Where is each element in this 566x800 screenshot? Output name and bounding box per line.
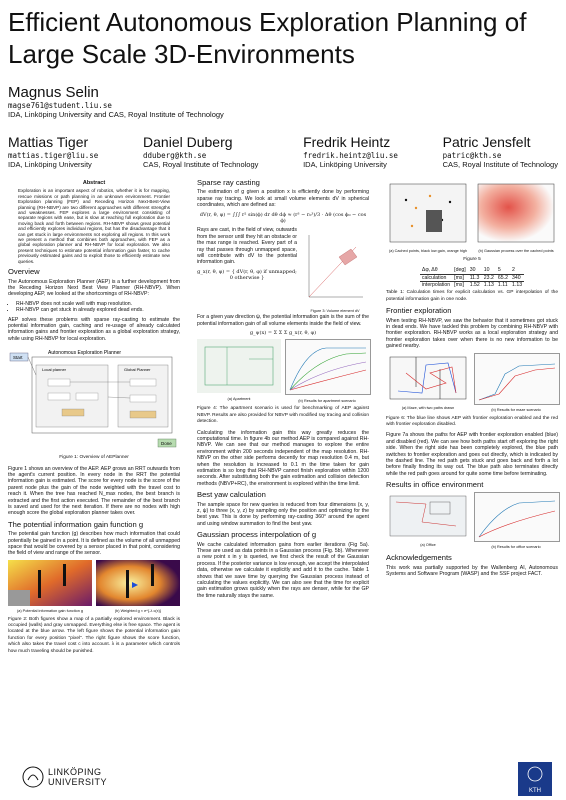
maze-results-plot [474, 353, 560, 405]
main-author-name: Magnus Selin [8, 84, 99, 101]
liu-logo [22, 766, 107, 788]
ack-heading: Acknowledgements [386, 553, 452, 563]
figure-4a [197, 339, 281, 404]
equation-gain: g_x(r, θ, φ) = { dV(r, θ, φ) if unmapped; 0 otherwise } [197, 268, 297, 282]
office-results-plot [474, 492, 560, 542]
author-name: Fredrik Heintz [303, 134, 391, 150]
cached-points-map [386, 180, 470, 246]
list-item: • RH-NBVP can get stuck in already explored dead ends. [16, 307, 180, 313]
gain-heading: The potential information gain function g [8, 519, 144, 529]
author-affiliation: IDA, Linköping University [303, 160, 387, 169]
author-email: dduberg@kth.se [143, 151, 207, 160]
apartment-render [197, 339, 281, 393]
equation-yaw-gain: g_ψ(x) = Σ Σ Σ g_x(r, θ, φ) [249, 330, 317, 337]
local-planner-label: Local planner [42, 367, 67, 373]
apartment-results-plot [285, 339, 371, 395]
figure-7b [474, 492, 558, 551]
kth-logo-text: KTH [529, 788, 541, 794]
main-author [8, 84, 224, 119]
overview-paragraph: The Autonomous Exploration Planner (AEP) is a further development from the Receding Horizon Next Best View Planner (RH-NBVP). When developing AEP, we looked at the shortcomings of RH-NBVP: [8, 278, 180, 298]
figure-2-caption: Figure 2: Both figures show a map of a partially explored environment. Black is occupied (walls) and gray unmapped. Everything else is free space. The agent is located at the blue arrow. The left figure shows the potential information gain function for every position "pixel". The right figure shows the score function, which also takes the travel cost c into account. λ is a parameter which controls how much traveling should be punished. [8, 616, 180, 654]
calc-paragraph: Calculating the information gain this way greatly reduces the computational time. In figure 4b our method AEP is compared against RH-NBVP. We can see that our method manages to explore the entire environment within 200 seconds independent of the map resolution. RH-NBVP on the other side performs decently for map resolution 0.4 m, but when the resolution is increased to 0.1 m the time taken for gain estimation is so long that RH-NBVP cannot finish exploration within 1200 seconds. After substituting both the gain estimation and collision detection methods (NBVP+RC), the environment is explored within the time limit. [197, 429, 369, 487]
poster-title: Efficient Autonomous Exploration Planning of Large Scale 3D-Environments [8, 7, 527, 69]
sparse-paragraph-3: For a given yaw direction ψ, the potential information gain is the sum of the potential information gain of all volume elements inside the field of view. [197, 314, 369, 327]
global-planner-label: Global Planner [124, 367, 151, 373]
table-row: calculation [ms] 11.3 23.2 65.2 340 [420, 274, 524, 281]
shortcomings-list [8, 301, 180, 314]
figure-4b [285, 339, 369, 404]
office-render [386, 492, 470, 540]
sparse-paragraph-2: Rays are cast, in the field of view, outwards from the sensor until they hit an obstacle or the max range is reached. Every part of a ray that passes through unmapped space, will contribute with dV to the potential information gain. [197, 227, 297, 266]
equation-volume: dV(r, θ, φ) = ∫∫∫ r² sin(ϕ) dr dθ dϕ ≈ (r³ − r₀³)/3 · Δθ (cos ϕ₀ − cos ϕ) [199, 211, 367, 225]
figure-2b-caption: (b) Weighted g × e^{-λ c(x)} [114, 609, 162, 614]
done-label: Done [161, 441, 172, 447]
figure-4b-caption: (b) Results for apartment scenario [298, 398, 356, 403]
figure-5a [386, 180, 470, 255]
column-left [8, 180, 180, 659]
sparse-block [197, 227, 369, 314]
figure-1-diagram [8, 345, 180, 453]
column-right [386, 180, 558, 581]
ack-paragraph: This work was partially supported by the Wallenberg AI, Autonomous Systems and Software Program (WASP) and the SSF project FACT. [386, 564, 558, 578]
abstract-text: Exploration is an important aspect of robotics, whether it is for mapping, rescue missions or path planning in an unknown environment. Frontier Exploration planning (FEP) and Receding Horizon Next-Best-View planning (RH-NBVP) are two different approaches with different strengths and weaknesses. FEP explores a large environment consisting of separate regions with ease, but is slow at reaching full exploration due to moving back and forth between regions. RH-NBVP shows great potential and efficiently explores individual regions, but has the disadvantage that it can get stuck in large environments not exploring all regions. In this work we present a method that combines both approaches, with FEP as a global exploration planner and RH-NBVP for local exploration. We also present techniques to estimate potential information gain faster, to cache previously estimated gains and to exploit those to efficiently estimate new queries. [18, 188, 170, 264]
figure-2a [8, 560, 92, 615]
overview-heading: Overview [8, 267, 40, 277]
author-affiliation: IDA, Linköping University [8, 160, 92, 169]
column-middle [197, 180, 369, 602]
figure-3-caption: Figure 3: Volume element dV [310, 308, 360, 313]
planner-label: Autonomous Exploration Planner [48, 350, 122, 357]
sparse-text-block [197, 227, 297, 314]
table-row: interpolation [ms] 1.52 1.13 1.11 1.13 [421, 282, 523, 289]
frontier-paragraph: When testing RH-NBVP, we saw the behavior that it sometimes got stuck in dead ends. We have tackled this problem by combining RH-NBVP with frontier exploration. RH-NBVP works as a local exploration strategy and frontier exploration takes over when there is no new information to be gained nearby. [386, 317, 558, 350]
author-name: Mattias Tiger [8, 134, 89, 150]
liu-emblem-icon [22, 766, 44, 788]
maze-paths [386, 353, 470, 403]
figure-6-caption: Figure 6: The blue line shows AEP with frontier exploration enabled and the red with frontier exploration disabled. [386, 415, 558, 427]
author-affiliation: CAS, Royal Institute of Technology [143, 160, 259, 169]
start-label: Start [13, 355, 23, 361]
gain-paragraph: The potential gain function (g) describes how much information that could potentially be gained in a point. It is defined as the volume of all unmapped space that would be covered by a sensor placed in that point, considering the field of view and range of the sensor. [8, 531, 180, 557]
liu-logo-line1: LINKÖPING [48, 767, 102, 777]
volume-element-diagram [301, 227, 369, 305]
author-affiliation: CAS, Royal Institute of Technology [442, 160, 558, 169]
figure-3 [301, 227, 369, 314]
figure-7 [386, 492, 558, 551]
figure-4 [197, 339, 369, 404]
figure-2 [8, 560, 180, 615]
gain-heatmap-b [96, 560, 180, 606]
figure-1-caption: Figure 1: Overview of AEPlanner [59, 455, 129, 461]
author-name: Patric Jensfelt [442, 134, 531, 150]
gp-map [474, 180, 558, 246]
gain-heatmap-a [8, 560, 92, 606]
figure-6a-caption: (a) Maze, with two paths drawn [401, 406, 455, 411]
office-heading: Results in office environment [386, 480, 484, 490]
liu-logo-text [48, 767, 107, 787]
figure-7a [386, 492, 470, 551]
liu-logo-line2: UNIVERSITY [48, 777, 108, 787]
figure-5 [386, 180, 558, 255]
figure-6b-caption: (b) Results for maze scenario [491, 408, 541, 413]
author-tiger [8, 133, 98, 169]
figure-4-caption: Figure 4: The apartment scenario is used for benchmarking of AEP against NBVP. Results are also provided for NBVP with modified ray tracing and collision detection. [197, 406, 369, 425]
table-row: Δφ, Δθ [deg] 30 10 5 2 [421, 267, 515, 274]
figure-7b-caption: (b) Results for office scenario [491, 544, 541, 549]
figure-5a-caption: (a) Cached points, black low gain, orange high [388, 249, 468, 254]
table-1-caption: Table 1: Calculation times for explicit calculation vs. GP interpolation of the potential information gain in one node. [386, 290, 558, 302]
coauthors [8, 133, 558, 169]
overview-paragraph-2: AEP solves these problems with sparse ray-casting to estimate the potential information gain, caching and re-usage of already calculated information gains and frontier exploration as a global exploration strategy, while using RH-NBVP for local exploration. [8, 316, 180, 342]
figure-2a-caption: (a) Potential information gain function g [16, 609, 84, 614]
frontier-heading: Frontier exploration [386, 306, 452, 316]
author-name: Daniel Duberg [143, 134, 233, 150]
figure-7a-caption: (a) Office [420, 542, 436, 547]
figure-4a-caption: (a) Apartment [227, 396, 251, 401]
author-email: fredrik.heintz@liu.se [303, 151, 398, 160]
figure-6 [386, 353, 558, 414]
figure-5b-caption: (b) Gaussian process over the cached points [478, 249, 554, 254]
figure-6b [474, 353, 558, 414]
author-duberg [143, 133, 258, 169]
sparse-heading: Sparse ray casting [197, 178, 260, 187]
sparse-paragraph: The estimation of g given a position x is efficiently done by performing sparse ray tracing. We look at small volume elements dV in spherical coordinates, which are defined as: [197, 189, 369, 209]
figure-5-caption: Figure 5 [463, 256, 481, 262]
aep-flow-diagram [8, 345, 180, 453]
kth-crest-icon [518, 762, 552, 786]
main-author-affiliation: IDA, Linköping University and CAS, Royal Institute of Technology [8, 110, 224, 119]
figure-5b [474, 180, 558, 255]
author-heintz [303, 133, 398, 169]
figure-6-text: Figure 7a shows the paths for AEP with frontier exploration enabled (blue) and disabled (red). We can see how both paths start off exploring the right side. When the right side has been completely explored, the blue path switches to frontier exploration and goes out directly, which is indicated by the dashed line. The red path gets stuck and goes back and forth a lot before finally finding its way out. The blue path also terminates directly while the red path goes around for quite some time before terminating. [386, 432, 558, 477]
yaw-paragraph: The sample space for new queries is reduced from four dimensions (x, y, z, ψ) to three (x, y, z) by sampling only the position and optimizing for the best yaw. This is done by performing ray-casting 360° around the agent and using window summation to find the best yaw. [197, 501, 369, 527]
author-jensfelt [443, 133, 558, 169]
figure-2b [96, 560, 180, 615]
author-email: patric@kth.se [442, 151, 502, 160]
author-email: mattias.tiger@liu.se [8, 151, 99, 160]
figure-6a [386, 353, 470, 414]
gp-paragraph: We cache calculated information gains from earlier iterations (Fig 5a). These are used as data points in a Gaussian process (Fig. 5b). Whenever a new point x in y is queried, we first check the result of the Gaussian process. If the posterior variance is low enough, we accept the interpolated data, otherwise we calculate it explicitly and add it to the cache. Table 1 shows that we save time by querying the Gaussian process instead of calculating the values explicitly. We can also see that the time for explicit gain estimation grows quickly when the rays are denser, while for the GP the time naturally stays the same. [197, 541, 369, 599]
yaw-heading: Best yaw calculation [197, 490, 266, 500]
kth-logo [518, 762, 552, 796]
calc-times-table [420, 267, 524, 288]
main-author-email: magse761@student.liu.se [8, 101, 112, 110]
list-item: • RH-NBVP does not scale well with map resolution. [16, 301, 180, 307]
abstract-heading: Abstract [82, 180, 106, 186]
gp-heading: Gaussian process interpolation of g [197, 530, 317, 540]
figure-1-text: Figure 1 shows an overview of the AEP. AEP grows an RRT outwards from the agent's current position. In every node in the RRT the potential information gain is estimated. The score for every node is the score of the parent node plus the gain of the node weighted with the travel cost to reach it. When the tree has reached N_max nodes, the best branch is extracted and the first action executed. The remainder of the best branch is saved and used for the next iteration. If there are no nodes with high enough score the global exploration planner takes over. [8, 465, 180, 517]
